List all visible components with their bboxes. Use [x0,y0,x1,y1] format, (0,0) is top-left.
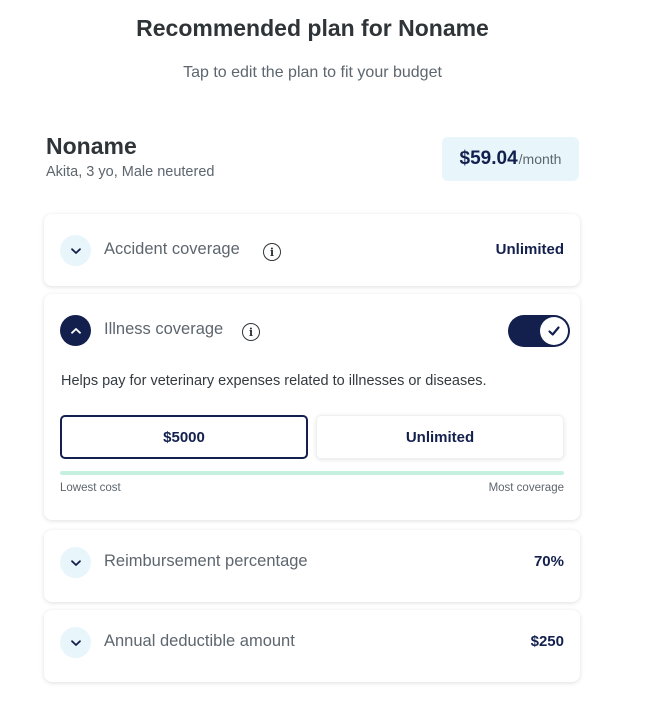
price-unit: /month [518,151,562,167]
illness-coverage-description: Helps pay for veterinary expenses related to illnesses or diseases. [61,373,487,389]
monthly-price-badge [442,137,579,181]
accident-coverage-row[interactable] [44,214,580,286]
chevron-up-icon[interactable] [60,315,91,346]
deductible-row[interactable] [44,610,580,682]
pet-name: Noname [46,133,137,159]
slider-min-label: Lowest cost [60,482,121,494]
deductible-value: $250 [530,633,564,650]
accident-coverage-card[interactable] [44,214,580,286]
page-subtitle: Tap to edit the plan to fit your budget [183,64,442,81]
pet-details: Akita, 3 yo, Male neutered [46,164,215,180]
chevron-down-icon[interactable] [60,627,91,658]
reimbursement-card[interactable] [44,530,580,602]
coverage-option-5000[interactable]: $5000 [60,415,308,459]
reimbursement-row[interactable] [44,530,580,602]
illness-coverage-label: Illness coverage [104,320,224,338]
check-icon [547,324,561,338]
price-amount: $59.04 [459,148,518,169]
info-icon[interactable]: i [263,243,281,261]
illness-coverage-toggle[interactable] [508,315,570,347]
coverage-option-unlimited[interactable]: Unlimited [316,415,564,459]
slider-max-label: Most coverage [488,482,564,494]
deductible-card[interactable] [44,610,580,682]
illness-coverage-card [44,294,580,520]
reimbursement-value: 70% [533,553,564,570]
chevron-down-icon[interactable] [60,547,91,578]
reimbursement-label: Reimbursement percentage [104,552,308,570]
info-icon[interactable]: i [242,323,260,341]
toggle-knob [540,317,568,345]
accident-coverage-value: Unlimited [495,241,564,258]
chevron-down-icon[interactable] [60,235,91,266]
deductible-label: Annual deductible amount [104,632,295,650]
page-title: Recommended plan for Noname [136,15,489,41]
accident-coverage-label: Accident coverage [104,240,240,258]
coverage-slider-track[interactable] [60,471,564,475]
